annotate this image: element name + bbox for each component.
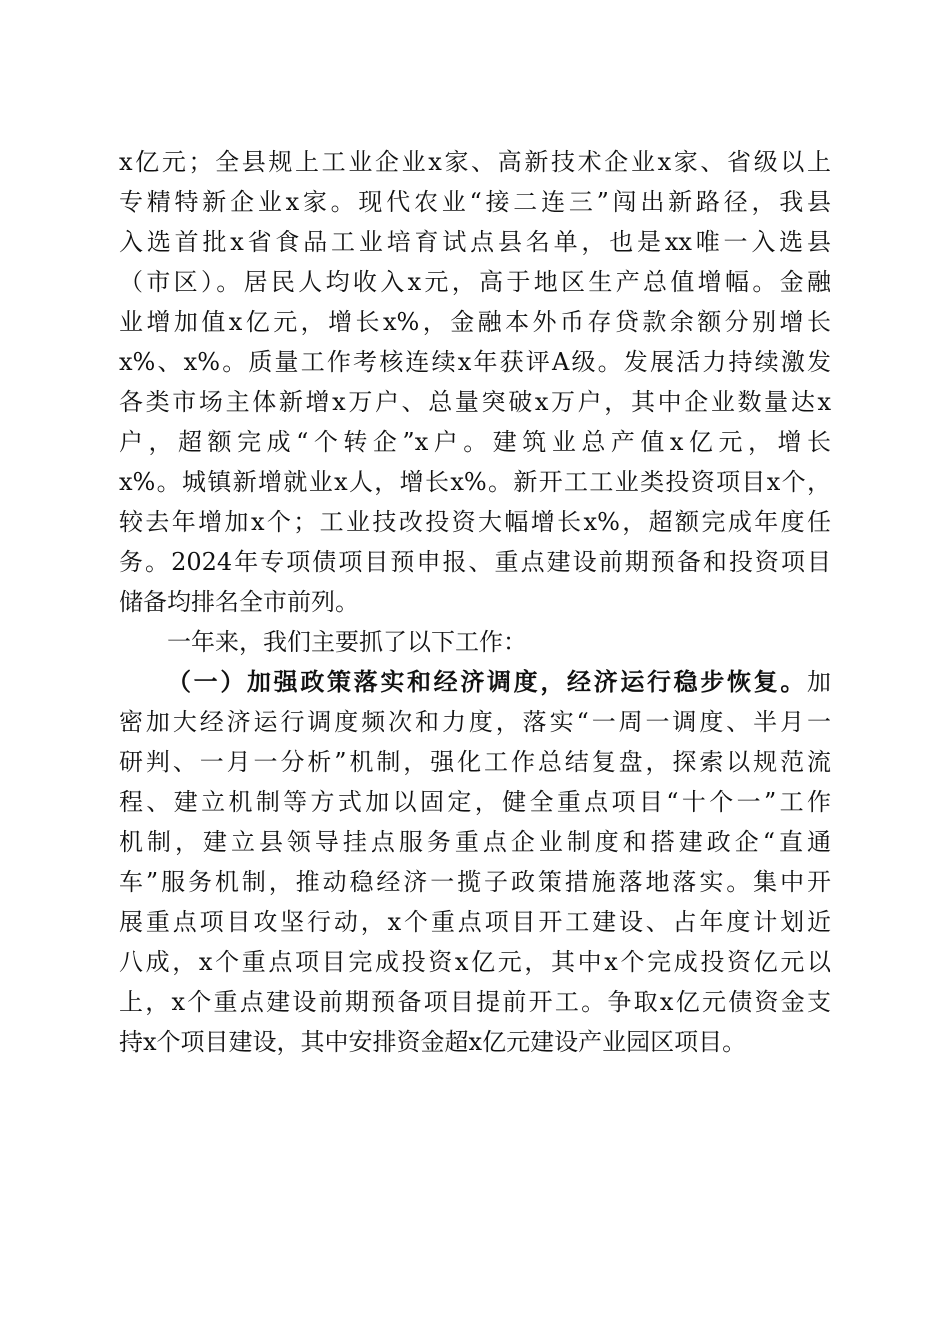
text-line: 研判、一月一分析”机制，强化工作总结复盘，探索以规范流 xyxy=(119,748,831,776)
text-line: 上，x个重点建设前期预备项目提前开工。争取x亿元债资金支 xyxy=(119,988,831,1016)
text-line: 储备均排名全市前列。 xyxy=(119,588,359,616)
text-line: 一年来，我们主要抓了以下工作： xyxy=(167,628,527,656)
paragraph-economic-summary xyxy=(119,142,831,622)
text-line: 务。2024年专项债项目预申报、重点建设前期预备和投资项目 xyxy=(119,548,831,576)
text-line: 业增加值x亿元，增长x%，金融本外币存贷款余额分别增长 xyxy=(119,308,831,336)
paragraph-policy-section xyxy=(119,662,831,1062)
text-line xyxy=(119,662,831,702)
text-line: 车”服务机制，推动稳经济一揽子政策措施落地落实。集中开 xyxy=(119,868,831,896)
text-line: x%。城镇新增就业x人，增长x%。新开工工业类投资项目x个， xyxy=(119,468,831,496)
text-line: （市区）。居民人均收入x元，高于地区生产总值增幅。金融 xyxy=(119,268,831,296)
text-line: 专精特新企业x家。现代农业“接二连三”闯出新路径，我县 xyxy=(119,188,831,216)
paragraph-intro xyxy=(119,622,831,662)
text-line: 入选首批x省食品工业培育试点县名单，也是xx唯一入选县 xyxy=(119,228,831,256)
text-line: 程、建立机制等方式加以固定，健全重点项目“十个一”工作 xyxy=(119,788,831,816)
section-heading: （一）加强政策落实和经济调度，经济运行稳步恢复。 xyxy=(167,667,807,696)
text-line: 持x个项目建设，其中安排资金超x亿元建设产业园区项目。 xyxy=(119,1028,747,1056)
text-line: 展重点项目攻坚行动，x个重点项目开工建设、占年度计划近 xyxy=(119,908,831,936)
text-line: 较去年增加x个；工业技改投资大幅增长x%，超额完成年度任 xyxy=(119,508,831,536)
text-line: 八成，x个重点项目完成投资x亿元，其中x个完成投资亿元以 xyxy=(119,948,831,976)
text-fragment: 加 xyxy=(807,668,831,696)
text-line: x亿元；全县规上工业企业x家、高新技术企业x家、省级以上 xyxy=(119,148,831,176)
document-body xyxy=(119,142,831,1062)
text-line: 各类市场主体新增x万户、总量突破x万户，其中企业数量达x xyxy=(119,388,831,416)
text-line: 密加大经济运行调度频次和力度，落实“一周一调度、半月一 xyxy=(119,708,831,736)
text-line: x%、x%。质量工作考核连续x年获评A级。发展活力持续激发 xyxy=(119,348,831,376)
text-line: 户，超额完成“个转企”x户。建筑业总产值x亿元，增长 xyxy=(119,428,831,456)
text-line: 机制，建立县领导挂点服务重点企业制度和搭建政企“直通 xyxy=(119,828,831,856)
